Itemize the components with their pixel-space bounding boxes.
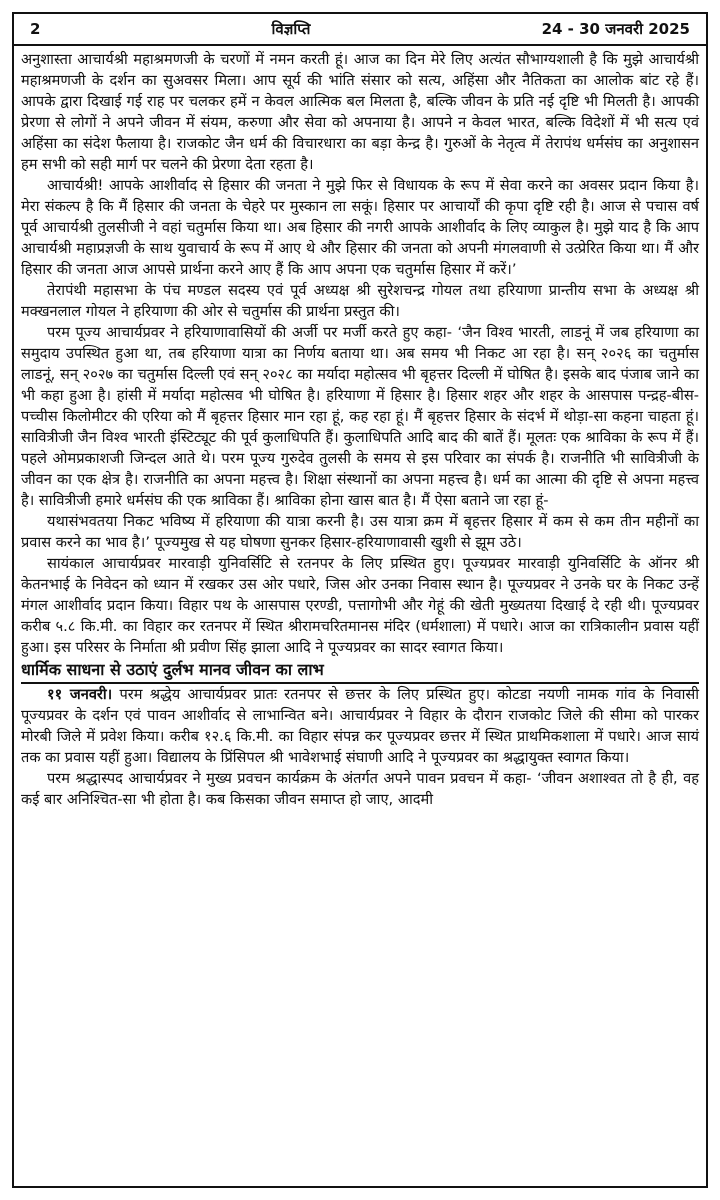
page-number: 2	[30, 20, 41, 38]
page-header	[14, 14, 706, 46]
paragraph: अनुशास्ता आचार्यश्री महाश्रमणजी के चरणों में नमन करती हूं। आज का दिन मेरे लिए अत्यंत सौभाग्यशाली है कि मुझे आचार्यश्री महाश्रमणजी के दर्शन का सुअवसर मिला। आप सूर्य की भांति संसार को सत्य, अहिंसा और नैतिकता का आलोक बांट रहे हैं। आपके द्वारा दिखाई गई राह पर चलकर हमें न केवल आत्मिक बल मिलता है, बल्कि जीवन के प्रति नई दृष्टि भी मिलती है। आपकी प्रेरणा से लोगों ने अपने जीवन में संयम, करुणा और सेवा को अपनाया है। आपने न केवल भारत, बल्कि विदेशों में भी सत्य एवं अहिंसा का संदेश फैलाया है। राजकोट जैन धर्म की विचारधारा का बड़ा केन्द्र है। गुरुओं के नेतृत्व में तेरापंथ धर्मसंघ का अनुशासन हम सभी को सही मार्ग पर चलने की प्रेरणा देता रहता है।	[21, 51, 699, 173]
paragraph: आचार्यश्री! आपके आशीर्वाद से हिसार की जनता ने मुझे फिर से विधायक के रूप में सेवा करने का अवसर प्रदान किया है। मेरा संकल्प है कि मैं हिसार की जनता के चेहरे पर मुस्कान ला सकूं। हिसार पर आचार्यों की कृपा दृष्टि रही है। आज से पचास वर्ष पूर्व आचार्यश्री तुलसीजी ने वहां चतुर्मास किया था। अब हिसार की नगरी आपके आशीर्वाद के लिए व्याकुल है। मुझे याद है कि आप आचार्यश्री महाप्रज्ञजी के साथ युवाचार्य के रूप में आए थे और हिसार की जनता को अपनी मंगलवाणी से उत्प्रेरित किया था। मैं और हिसार की जनता आज आपसे प्रार्थना करने आए हैं कि आप अपना एक चतुर्मास हिसार में करें।’	[21, 177, 699, 278]
publication-title: विज्ञप्ति	[271, 20, 311, 38]
paragraph: परम पूज्य आचार्यप्रवर ने हरियाणावासियों की अर्जी पर मर्जी करते हुए कहा- ‘जैन विश्व भारती, लाडनूं में जब हरियाणा का समुदाय उपस्थित हुआ था, तब हरियाणा यात्रा का निर्णय बताया था। अब समय भी निकट आ रहा है। सन् २०२६ का चतुर्मास लाडनूं, सन् २०२७ का चतुर्मास दिल्ली एवं सन् २०२८ का मर्यादा महोत्सव भी बृहत्तर दिल्ली में घोषित है। इसके बाद पंजाब जाने का भी कहा हुआ है। हांसी में मर्यादा महोत्सव भी घोषित है। हरियाणा में हिसार है। हिसार शहर और शहर के आसपास पन्द्रह-बीस-पच्चीस किलोमीटर की एरिया को मैं बृहत्तर हिसार मान रहा हूं, कह रहा हूं। मैं बृहत्तर हिसार के संदर्भ में थोड़ा-सा कहना चाहता हूं। सावित्रीजी जैन विश्व भारती इंस्टिट्यूट की पूर्व कुलाधिपति हैं। कुलाधिपति आदि बाद की बातें हैं। मूलतः एक श्राविका के रूप में हैं। पहले ओमप्रकाशजी जिन्दल आते थे। परम पूज्य गुरुदेव तुलसी के समय से इस परिवार का संपर्क है। राजनीति भी सावित्रीजी के जीवन का एक क्षेत्र है। राजनीति का अपना महत्त्व है। शिक्षा संस्थानों का अपना महत्त्व है। धर्म का आत्मा की दृष्टि से अपना महत्त्व है। सावित्रीजी हमारे धर्मसंघ की एक श्राविका हैं। श्राविका होना खास बात है। मैं ऐसा बताने जा रहा हूं-	[21, 324, 699, 509]
newspaper-page	[12, 12, 708, 1188]
paragraph: सायंकाल आचार्यप्रवर मारवाड़ी युनिवर्सिटि से रतनपर के लिए प्रस्थित हुए। पूज्यप्रवर मारवाड़ी युनिवर्सिटि के ऑनर श्री केतनभाई के निवेदन को ध्यान में रखकर उस ओर पधारे, जिस ओर उनका निवास स्थान है। पूज्यप्रवर ने उनके घर के निकट उन्हें मंगल आशीर्वाद प्रदान किया। विहार पथ के आसपास एरण्डी, पत्तागोभी और गेहूं की खेती मुख्यतया दिखाई दे रही थी। पूज्यप्रवर करीब ५.८ कि.मी. का विहार कर रतनपर में स्थित श्रीरामचरितमानस मंदिर (धर्मशाला) में पधारे। आज का रात्रिकालीन प्रवास यहीं हुआ। इस परिसर के निर्माता श्री प्रवीण सिंह झाला आदि ने पूज्यप्रवर का सादर स्वागत किया।	[21, 555, 699, 656]
paragraph	[21, 684, 699, 768]
paragraph-text: परम श्रद्धेय आचार्यप्रवर प्रातः रतनपर से छत्तर के लिए प्रस्थित हुए। कोटडा नयणी नामक गांव के निवासी पूज्यप्रवर के दर्शन एवं पावन आशीर्वाद से लाभान्वित बने। आचार्यप्रवर ने विहार के दौरान राजकोट जिले की सीमा को पारकर मोरबी जिले में प्रवेश किया। करीब १२.६ कि.मी. का विहार संपन्न कर पूज्यप्रवर छत्तर में स्थित प्राथमिकशाला में पधारे। आज सायं तक का प्रवास यहीं हुआ। विद्यालय के प्रिंसिपल श्री भावेशभाई संघाणी आदि ने पूज्यप्रवर का श्रद्धायुक्त स्वागत किया।	[21, 686, 699, 766]
paragraph: परम श्रद्धास्पद आचार्यप्रवर ने मुख्य प्रवचन कार्यक्रम के अंतर्गत अपने पावन प्रवचन में कहा- ‘जीवन अशाश्वत तो है ही, वह कई बार अनिश्चित-सा भी होता है। कब किसका जीवन समाप्त हो जाए, आदमी	[21, 770, 699, 808]
issue-date-range: 24 - 30 जनवरी 2025	[541, 20, 690, 38]
section-heading: धार्मिक साधना से उठाएं दुर्लभ मानव जीवन का लाभ	[21, 659, 699, 684]
dateline: ११ जनवरी।	[47, 686, 113, 703]
paragraph: तेरापंथी महासभा के पंच मण्डल सदस्य एवं पूर्व अध्यक्ष श्री सुरेशचन्द्र गोयल तथा हरियाणा प्रान्तीय सभा के अध्यक्ष श्री मक्खनलाल गोयल ने हरियाणा की ओर से चतुर्मास की प्रार्थना प्रस्तुत की।	[21, 282, 699, 320]
article-body	[14, 46, 706, 810]
paragraph: यथासंभवतया निकट भविष्य में हरियाणा की यात्रा करनी है। उस यात्रा क्रम में बृहत्तर हिसार में कम से कम तीन महीनों का प्रवास करने का भाव है।’ पूज्यमुख से यह घोषणा सुनकर हिसार-हरियाणावासी खुशी से झूम उठे।	[21, 513, 699, 551]
